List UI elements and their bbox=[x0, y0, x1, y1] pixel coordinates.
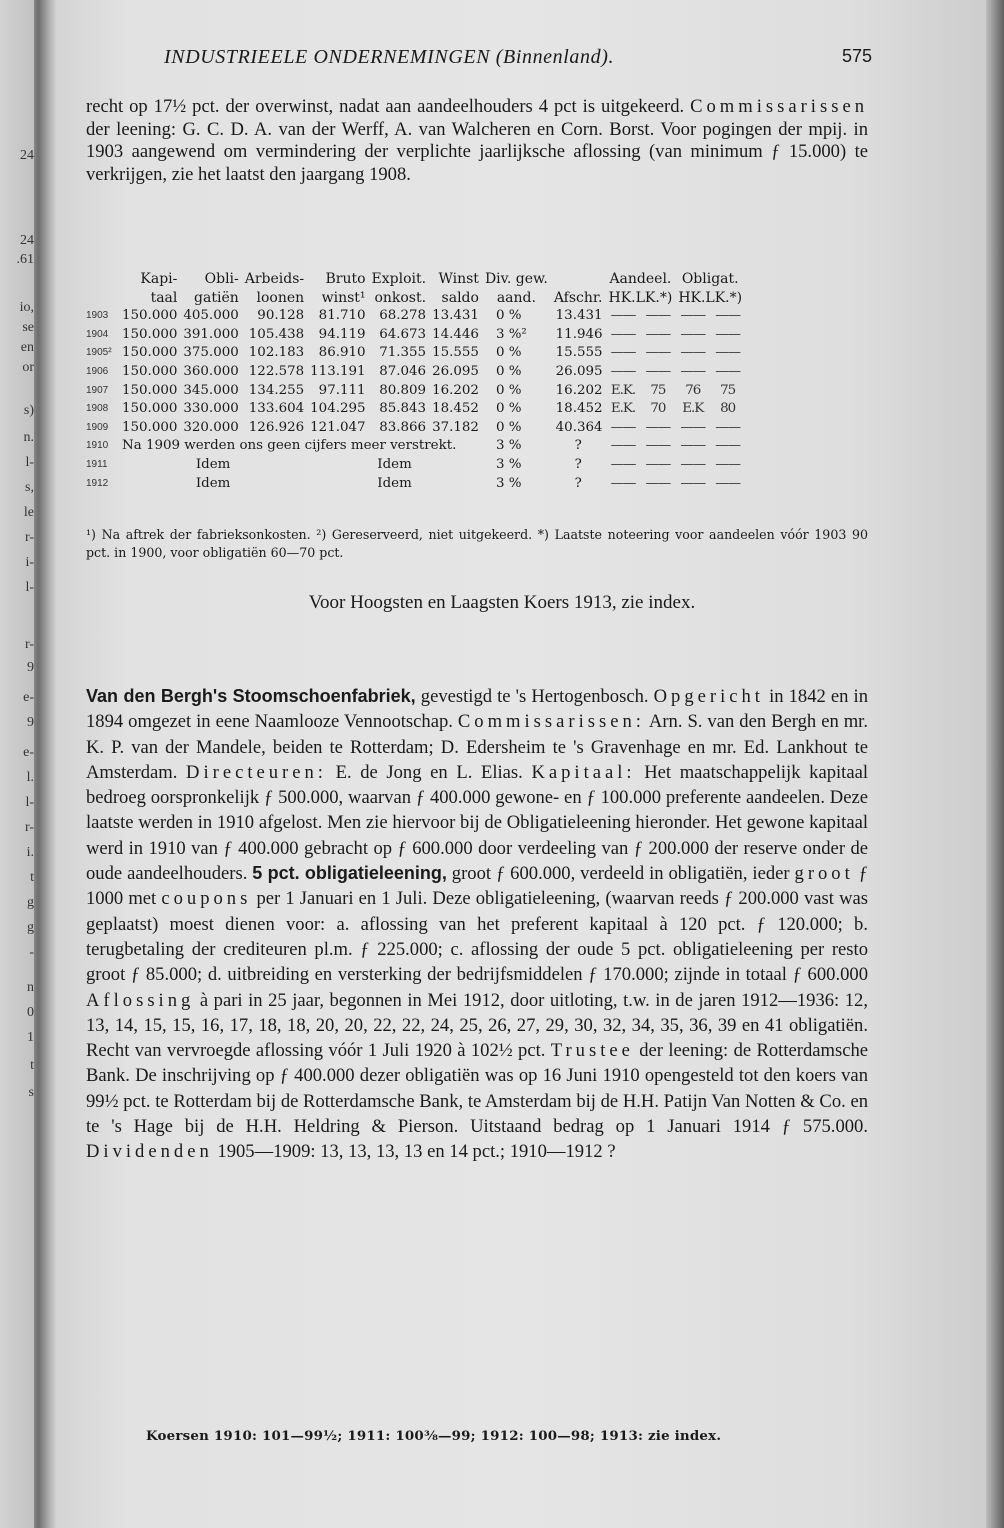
cell-winst-saldo: 14.446 bbox=[432, 326, 479, 342]
header-div: Div. gew. bbox=[484, 271, 548, 287]
company-text: Het maatschappelijk kapitaal bedroeg oorspronkelijk ƒ 500.000, waarvan ƒ 400.000 gewone- en ƒ 100.000 preferente aandeelen. Deze laatste werden in 1910 afgelost. Men zie hiervoor bij de Obligatieleening hieronder. Het gewone kapitaal werd in 1910 van ƒ 400.000 gebracht op ƒ 600.000 door verdeeling van ƒ 200.000 der reserve onder de oude aandeelhouders. bbox=[86, 761, 868, 885]
header2-bruto-winst: winst¹ bbox=[321, 289, 366, 306]
cell-arbeidsloonen: 102.183 bbox=[248, 345, 305, 361]
table-row bbox=[86, 326, 745, 345]
cell-dash: —— bbox=[715, 438, 741, 454]
cell-arbeidsloonen: 105.438 bbox=[248, 326, 305, 342]
row-year: 1909 bbox=[86, 421, 109, 433]
book-gutter bbox=[34, 0, 56, 1528]
cell-arbeidsloonen: 133.604 bbox=[248, 401, 305, 417]
adjacent-page-fragment: e- bbox=[23, 690, 34, 705]
row-year: 1910 bbox=[86, 440, 109, 452]
cell-afschr: ? bbox=[574, 475, 582, 491]
cell-obl-hk: —— bbox=[680, 419, 706, 435]
cell-idem: Idem bbox=[195, 456, 231, 472]
cell-obl-lk: —— bbox=[715, 363, 741, 379]
adjacent-page-fragment: .61 bbox=[16, 252, 34, 267]
cell-aand-lk: 75 bbox=[650, 382, 666, 398]
cell-bruto-winst: 104.295 bbox=[310, 401, 366, 417]
table-row bbox=[86, 400, 745, 419]
header-year bbox=[86, 270, 119, 289]
header-aandeel: Aandeel. bbox=[609, 271, 672, 287]
cell-afschr: 26.095 bbox=[555, 363, 603, 379]
cell-aand-lk: 70 bbox=[650, 401, 666, 417]
cell-kapitaal: 150.000 bbox=[122, 308, 178, 324]
cell-afschr: 40.364 bbox=[555, 419, 603, 435]
cell-winst-saldo: 13.431 bbox=[432, 308, 479, 324]
header2-year bbox=[86, 289, 119, 308]
cell-arbeidsloonen: 134.255 bbox=[248, 382, 305, 398]
cell-exploit-onkost: 68.278 bbox=[379, 308, 427, 324]
cell-obl-hk: E.K bbox=[682, 401, 704, 417]
cell-winst-saldo: 26.095 bbox=[432, 363, 479, 379]
header-arbeidsloonen: Arbeids- bbox=[244, 271, 305, 287]
cell-idem: Idem bbox=[195, 475, 231, 491]
cell-dash: —— bbox=[610, 475, 636, 491]
company-text: per 1 Januari en 1 Juli. Deze obligatieleening, (waarvan reeds ƒ 200.000 vast was geplaatst) moest dienen voor: a. aflossing van het preferent kapitaal à 120 pct. ƒ 120.000; b. terugbetaling der crediteuren pl.m. ƒ 225.000; c. aflossing der oude 5 pct. obligatieleening per resto groot ƒ 85.000; d. uitbreiding en versterking der bedrijfsmiddelen ƒ 170.000; zijnde in totaal ƒ 600.000 bbox=[86, 888, 869, 986]
adjacent-page-fragment: 9 bbox=[27, 715, 34, 730]
cell-bruto-winst: 113.191 bbox=[310, 363, 366, 379]
adjacent-page-fragment: i. bbox=[26, 845, 34, 860]
cell-div: 0 % bbox=[495, 382, 522, 398]
cell-winst-saldo: 37.182 bbox=[432, 419, 479, 435]
intro-paragraph bbox=[86, 96, 868, 186]
adjacent-page-fragment: 24 bbox=[20, 233, 34, 248]
adjacent-page-fragment: 24 bbox=[20, 148, 34, 163]
cell-afschr: 13.431 bbox=[555, 308, 603, 324]
adjacent-page-fragment: 0 bbox=[27, 1005, 34, 1020]
cell-winst-saldo: 16.202 bbox=[432, 382, 479, 398]
cell-obligatien: 405.000 bbox=[183, 308, 239, 324]
table-footnotes: ¹) Na aftrek der fabrieksonkosten. ²) Gereserveerd, niet uitgekeerd. *) Laatste noteering voor aandeelen vóór 1903 90 pct. in 1900, voor obligatiën 60—70 pct. bbox=[86, 527, 868, 560]
cell-obligatien: 320.000 bbox=[183, 419, 239, 435]
cell-aand-hk: —— bbox=[610, 345, 636, 361]
label-dividenden: Dividenden bbox=[86, 1141, 213, 1163]
cell-obl-hk: —— bbox=[680, 345, 706, 361]
header-obligatien: Obli- bbox=[204, 271, 239, 287]
label-kapitaal: Kapitaal: bbox=[531, 761, 636, 783]
adjacent-page-fragment: s bbox=[28, 1085, 34, 1100]
cell-aand-lk: —— bbox=[645, 363, 671, 379]
running-head: INDUSTRIEELE ONDERNEMINGEN (Binnenland). bbox=[164, 46, 615, 68]
cell-dash: —— bbox=[610, 438, 636, 454]
cell-exploit-onkost: 71.355 bbox=[379, 345, 427, 361]
cell-obl-hk: 76 bbox=[685, 382, 701, 398]
company-text: 1905—1909: 13, 13, 13, 13 en 14 pct.; 1910—1912 ? bbox=[212, 1141, 616, 1163]
cell-afschr: 16.202 bbox=[555, 382, 603, 398]
cell-div: 3 % bbox=[495, 456, 522, 472]
cell-div: 0 % bbox=[495, 363, 522, 379]
cell-aand-hk: E.K. bbox=[610, 382, 636, 398]
cell-winst-saldo: 18.452 bbox=[432, 401, 479, 417]
header-kapitaal: Kapi- bbox=[140, 271, 178, 287]
page-number: 575 bbox=[842, 46, 873, 66]
cell-exploit-onkost: 83.866 bbox=[379, 419, 427, 435]
cell-aand-hk: —— bbox=[610, 308, 636, 324]
company-text: E. de Jong en L. Elias. bbox=[326, 761, 532, 783]
company-text: à pari in 25 jaar, begonnen in Mei 1912, door uitloting, t.w. in de jaren 1912—1936: 12, 13, 14, 15, 15, 16, 17, 18, 18, 20, 20, 22, 22, 24, 25, 26, 27, 29, 30, 32, 34, 35, 36, 39 en 41 obligatiën. Recht van vervroegde aflossing vóór 1 Juli 1920 à 102½ pct. bbox=[86, 989, 868, 1062]
intro-text-1: recht op 17½ pct. der overwinst, nadat aan aandeelhouders 4 pct is uitgekeerd. bbox=[86, 96, 691, 117]
adjacent-page-fragment: t bbox=[30, 870, 34, 885]
label-aflossing: Aflossing bbox=[86, 989, 195, 1011]
cell-bruto-winst: 121.047 bbox=[310, 419, 366, 435]
row-year: 1911 bbox=[86, 458, 108, 470]
row-year: 1908 bbox=[86, 403, 109, 415]
cell-obl-lk: —— bbox=[715, 308, 741, 324]
adjacent-page-fragment: le bbox=[23, 505, 34, 520]
company-text: der leening: de Rotterdamsche Bank. De inschrijving op ƒ 400.000 dezer obligatiën was op 16 Juni 1910 opengesteld tot den koers van 99½ pct. te Rotterdam bij de Rotterdamsche Bank, te Amsterdam bij de H.H. Patijn Van Notten & Co. en te 's Hage bij de H.H. Heldring & Pierson. Uitstaand bedrag op 1 Januari 1914 ƒ 575.000. bbox=[86, 1040, 869, 1138]
label-trustee: Trustee bbox=[550, 1040, 634, 1062]
company-text: in 1842 en in 1894 omgezet in eene Naamlooze Vennootschap. bbox=[86, 686, 869, 733]
cell-arbeidsloonen: 122.578 bbox=[248, 363, 305, 379]
table-row bbox=[86, 437, 745, 456]
adjacent-page-fragment: e- bbox=[23, 745, 34, 760]
table-header-row-2 bbox=[86, 289, 745, 308]
adjacent-page-fragment: io, bbox=[19, 300, 34, 315]
cell-aand-lk: —— bbox=[645, 345, 671, 361]
cell-div: 0 % bbox=[495, 401, 522, 417]
cell-obligatien: 330.000 bbox=[183, 401, 239, 417]
cell-exploit-onkost: 80.809 bbox=[379, 382, 427, 398]
row-year: 1907 bbox=[86, 384, 109, 396]
adjacent-page-fragment: s, bbox=[25, 480, 34, 495]
adjacent-page-fragment: or bbox=[22, 360, 34, 375]
table-row bbox=[86, 363, 745, 382]
cell-kapitaal: 150.000 bbox=[122, 363, 178, 379]
cell-aand-hk: —— bbox=[610, 419, 636, 435]
adjacent-page-fragment: l- bbox=[25, 795, 34, 810]
header-bruto-winst: Bruto bbox=[325, 271, 366, 287]
adjacent-page-fragment: l. bbox=[26, 770, 34, 785]
table-row bbox=[86, 419, 745, 438]
cell-obl-lk: —— bbox=[715, 419, 741, 435]
adjacent-page-fragment: en bbox=[20, 340, 34, 355]
cell-obl-hk: —— bbox=[680, 326, 706, 342]
cell-bruto-winst: 97.111 bbox=[318, 382, 366, 398]
table-row bbox=[86, 307, 745, 326]
header2-div: aand. bbox=[496, 289, 536, 306]
cell-aand-hk: E.K. bbox=[610, 401, 636, 417]
row-year: 1904 bbox=[86, 328, 109, 340]
cell-div: 0 % bbox=[495, 419, 522, 435]
company-text: ƒ 1000 met bbox=[86, 863, 868, 910]
header2-winst: saldo bbox=[441, 289, 479, 306]
cell-kapitaal: 150.000 bbox=[122, 326, 178, 342]
cell-afschr: ? bbox=[574, 456, 582, 472]
company-entry bbox=[86, 684, 868, 1165]
cell-aand-hk: —— bbox=[610, 326, 636, 342]
cell-kapitaal: 150.000 bbox=[122, 401, 178, 417]
financial-table bbox=[86, 270, 745, 493]
intro-label-commissarissen: Commissarissen bbox=[690, 96, 868, 117]
table-header-row-1 bbox=[86, 270, 745, 289]
label-groot: groot bbox=[794, 863, 854, 885]
cell-obligatien: 375.000 bbox=[183, 345, 239, 361]
cell-kapitaal: 150.000 bbox=[122, 345, 178, 361]
cell-aand-lk: —— bbox=[645, 326, 671, 342]
header-winst: Winst bbox=[438, 271, 479, 287]
cell-dash: —— bbox=[645, 438, 671, 454]
header2-arbeidsloonen: loonen bbox=[256, 289, 305, 306]
cell-afschr: ? bbox=[574, 438, 582, 454]
koers-reference: Voor Hoogsten en Laagsten Koers 1913, zie index. bbox=[308, 592, 696, 613]
cell-dash: —— bbox=[680, 475, 706, 491]
adjacent-page-fragment: g bbox=[27, 920, 34, 935]
header-obligat: Obligat. bbox=[681, 271, 739, 287]
row-year: 1903 bbox=[86, 310, 109, 322]
cell-dash: —— bbox=[715, 456, 741, 472]
adjacent-page-fragment: t bbox=[30, 1058, 34, 1073]
cell-dash: —— bbox=[610, 456, 636, 472]
header-exploit: Exploit. bbox=[371, 271, 427, 287]
cell-obligatien: 360.000 bbox=[183, 363, 239, 379]
table-row bbox=[86, 456, 745, 475]
intro-text-2: der leening: G. C. D. A. van der Werff, A. van Walcheren en Corn. Borst. Voor pogingen der mpij. in 1903 aangewend om vermindering der verplichte jaarlijksche aflossing (van minimum ƒ 15.000) te verkrijgen, zie het laatst den jaargang 1908. bbox=[86, 118, 868, 185]
cell-div: 0 % bbox=[495, 345, 522, 361]
cell-kapitaal: 150.000 bbox=[122, 419, 178, 435]
cell-winst-saldo: 15.555 bbox=[432, 345, 479, 361]
label-opgericht: Opgericht bbox=[653, 686, 764, 707]
cell-idem: Idem bbox=[377, 456, 412, 472]
row-year: 1906 bbox=[86, 365, 109, 377]
adjacent-page-fragment: s) bbox=[23, 403, 34, 418]
cell-div: 3 % bbox=[495, 438, 522, 454]
cell-bruto-winst: 94.119 bbox=[318, 326, 366, 342]
adjacent-page-fragment: 9 bbox=[27, 660, 34, 675]
row-year: 1912 bbox=[86, 477, 109, 489]
header2-obligat-hklk: HK.LK.*) bbox=[678, 289, 743, 306]
cell-obligatien: 345.000 bbox=[183, 382, 239, 398]
company-text: groot ƒ 600.000, verdeeld in obligatiën, ieder bbox=[446, 863, 795, 885]
cell-obl-lk: 75 bbox=[720, 382, 736, 398]
adjacent-page-fragment: 1 bbox=[27, 1030, 34, 1045]
company-name: Van den Bergh's Stoomschoenfabriek, bbox=[86, 686, 416, 706]
label-obligatieleening: 5 pct. obligatieleening, bbox=[252, 863, 447, 884]
cell-dash: —— bbox=[645, 475, 671, 491]
koersen-line: Koersen 1910: 101—99½; 1911: 100⅜—99; 1912: 100—98; 1913: zie index. bbox=[146, 1428, 722, 1444]
cell-aand-hk: —— bbox=[610, 363, 636, 379]
adjacent-page-fragment: l- bbox=[25, 580, 34, 595]
cell-div: 3 %² bbox=[495, 326, 527, 342]
table-row bbox=[86, 344, 745, 363]
cell-arbeidsloonen: 90.128 bbox=[257, 308, 305, 324]
cell-dash: —— bbox=[680, 456, 706, 472]
cell-div: 0 % bbox=[495, 308, 522, 324]
header2-kapitaal: taal bbox=[150, 289, 178, 306]
adjacent-page-fragment: g bbox=[27, 895, 34, 910]
label-commissarissen: Commissarissen: bbox=[457, 711, 645, 733]
adjacent-page-fragment: - bbox=[29, 945, 34, 960]
cell-aand-lk: —— bbox=[645, 419, 671, 435]
cell-exploit-onkost: 85.843 bbox=[379, 401, 427, 417]
cell-exploit-onkost: 87.046 bbox=[379, 363, 427, 379]
cell-obl-lk: —— bbox=[715, 345, 741, 361]
cell-dash: —— bbox=[645, 456, 671, 472]
company-text: gevestigd te 's Hertogenbosch. bbox=[415, 686, 654, 707]
cell-obl-lk: 80 bbox=[720, 401, 736, 417]
label-coupons: coupons bbox=[161, 888, 252, 910]
cell-obligatien: 391.000 bbox=[183, 326, 239, 342]
label-directeuren: Directeuren: bbox=[186, 761, 327, 783]
table-row bbox=[86, 382, 745, 401]
adjacent-page-fragment: r- bbox=[24, 637, 34, 652]
cell-note: Na 1909 werden ons geen cijfers meer verstrekt. bbox=[122, 438, 457, 454]
cell-obl-hk: —— bbox=[680, 363, 706, 379]
cell-dash: —— bbox=[715, 475, 741, 491]
header2-obligatien: gatiën bbox=[194, 289, 239, 306]
cell-dash: —— bbox=[680, 438, 706, 454]
cell-afschr: 15.555 bbox=[555, 345, 603, 361]
cell-afschr: 11.946 bbox=[555, 326, 603, 342]
header2-afschr: Afschr. bbox=[553, 289, 603, 306]
header-afschr bbox=[551, 270, 606, 289]
header2-aandeel-hklk: HK.LK.*) bbox=[608, 289, 673, 306]
cell-kapitaal: 150.000 bbox=[122, 382, 178, 398]
cell-bruto-winst: 81.710 bbox=[318, 308, 366, 324]
cell-idem: Idem bbox=[377, 475, 412, 491]
adjacent-page-fragment: i- bbox=[25, 555, 34, 570]
page-edge-shadow bbox=[986, 0, 1004, 1528]
cell-exploit-onkost: 64.673 bbox=[379, 326, 427, 342]
cell-aand-lk: —— bbox=[645, 308, 671, 324]
adjacent-page-fragment: r- bbox=[24, 530, 34, 545]
adjacent-page-fragment: n. bbox=[23, 430, 34, 445]
cell-div: 3 % bbox=[495, 475, 522, 491]
company-text: Arn. S. van den Bergh en mr. K. P. van der Mandele, beiden te Rotterdam; D. Edersheim te 's Gravenhage en mr. Ed. Lankhout te Amsterdam. bbox=[86, 711, 868, 783]
cell-bruto-winst: 86.910 bbox=[318, 345, 366, 361]
cell-arbeidsloonen: 126.926 bbox=[248, 419, 305, 435]
row-year: 1905² bbox=[86, 347, 112, 359]
table-row bbox=[86, 475, 745, 494]
cell-obl-hk: —— bbox=[680, 308, 706, 324]
cell-afschr: 18.452 bbox=[555, 401, 603, 417]
adjacent-page-fragment: r- bbox=[24, 820, 34, 835]
cell-obl-lk: —— bbox=[715, 326, 741, 342]
header2-exploit: onkost. bbox=[374, 289, 427, 306]
adjacent-page-fragment: se bbox=[22, 320, 34, 335]
adjacent-page-fragment: n bbox=[27, 980, 34, 995]
adjacent-page-fragment: l- bbox=[25, 455, 34, 470]
